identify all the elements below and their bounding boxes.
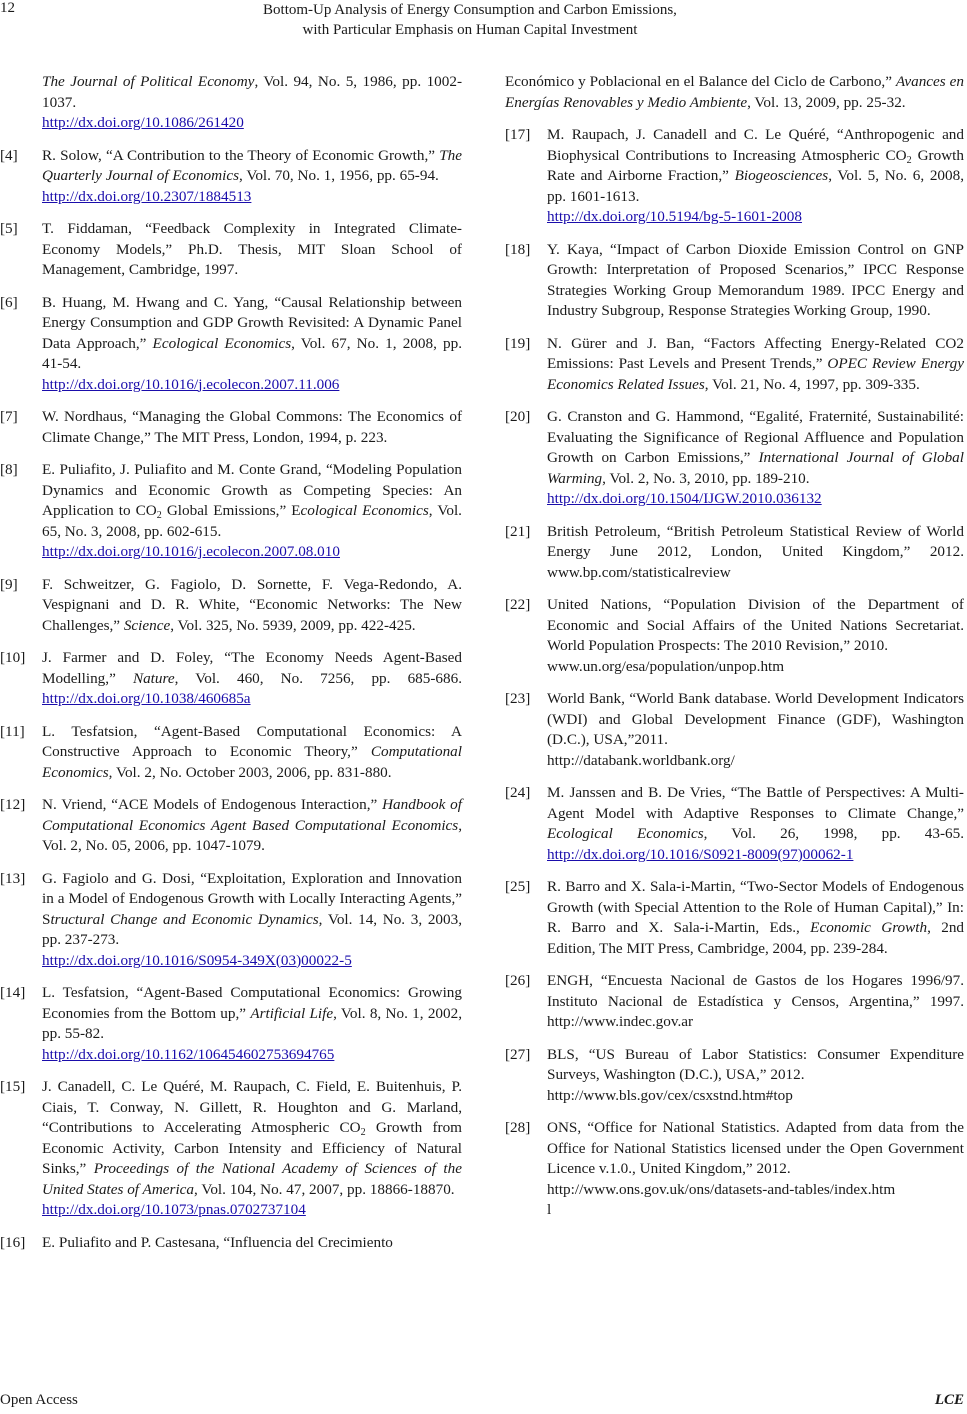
ref-number: [14] bbox=[0, 984, 26, 1001]
ref-number: [21] bbox=[505, 522, 531, 540]
reference-17 bbox=[505, 125, 964, 228]
reference-continuation bbox=[0, 72, 462, 134]
ref-text: ENGH, “Encuesta Nacional de Gastos de los Hogares 1996/97. Instituto Nacional de Estadística y Censos, Argentina,” 1997. http://www.indec.gov.ar bbox=[547, 972, 964, 1030]
reference-20 bbox=[505, 407, 964, 510]
ref-number: [6] bbox=[0, 293, 18, 311]
ref-text: , Vol. 13, 2009, pp. 25-32. bbox=[747, 93, 906, 111]
doi-link[interactable]: http://dx.doi.org/10.2307/1884513 bbox=[42, 187, 252, 205]
reference-16 bbox=[0, 1233, 462, 1254]
subscript: 2 bbox=[360, 1127, 366, 1138]
ref-text: , Vol. 14, No. 3, 2003, pp. 237-273. bbox=[42, 910, 463, 948]
reference-12 bbox=[0, 795, 462, 857]
ref-text: , Vol. 460, No. 7256, pp. 685-686. bbox=[174, 669, 462, 687]
ref-text: British Petroleum, “British Petroleum Statistical Review of World Energy June 2012, London, United Kingdom,” 2012. www.bp.com/statisticalreview bbox=[547, 522, 964, 581]
ref-text: , Vol. 21, No. 4, 1997, pp. 309-335. bbox=[704, 375, 920, 393]
ref-number: [15] bbox=[0, 1078, 26, 1095]
ref-text: Y. Kaya, “Impact of Carbon Dioxide Emission Control on GNP Growth: Interpretation of Proposed Scenarios,” IPCC Response Strategies Working Group Memorandum 1989. IPCC Energy and Industry Subgroup, Response Strategies Working Group, 1990. bbox=[547, 240, 964, 319]
ref-text: R. Solow, “A Contribution to the Theory of Economic Growth,” bbox=[42, 146, 440, 164]
journal-title: The Quarterly Journal of Economics bbox=[42, 146, 462, 184]
ref-url-tail: l bbox=[547, 1201, 552, 1218]
reference-13 bbox=[0, 869, 462, 972]
ref-number: [16] bbox=[0, 1233, 26, 1251]
reference-19 bbox=[505, 334, 964, 396]
doi-link[interactable]: http://dx.doi.org/10.1038/460685a bbox=[42, 690, 251, 707]
ref-text: , Vol. 325, No. 5939, 2009, pp. 422-425. bbox=[170, 616, 416, 634]
journal-title: Handbook of Computational Economics Agent Based Computational Economics bbox=[42, 796, 462, 834]
ref-text: , 2nd Edition, The MIT Press, Cambridge, 2004, pp. 239-284. bbox=[547, 919, 964, 957]
ref-text: , Vol. 26, 1998, pp. 43-65. bbox=[703, 825, 964, 842]
ref-text: N. Gürer and J. Ban, “Factors Affecting Energy-Related CO2 Emissions: Past Levels and Present Trends,” bbox=[547, 334, 964, 372]
journal-title: Ecological Economics bbox=[152, 334, 292, 352]
ref-text: , Vol. 65, No. 3, 2008, pp. 602-615. bbox=[42, 502, 462, 540]
ref-number: [13] bbox=[0, 869, 26, 887]
ref-number: [5] bbox=[0, 220, 18, 237]
ref-text: L. Tesfatsion, “Agent-Based Computational Economics: Growing Economies from the Bottom up,” bbox=[42, 984, 462, 1022]
ref-text: Growth from Economic Activity, Carbon Intensity and Efficiency of Natural Sinks,” bbox=[42, 1119, 462, 1177]
ref-text: , Vol. 67, No. 1, 2008, pp. 41-54. bbox=[42, 334, 462, 372]
subscript: 2 bbox=[156, 510, 162, 521]
reference-14 bbox=[0, 983, 462, 1065]
ref-text: Económico y Poblacional en el Balance del Ciclo de Carbono,” bbox=[505, 73, 896, 90]
doi-link[interactable]: http://dx.doi.org/10.1073/pnas.0702737104 bbox=[42, 1201, 306, 1218]
ref-text: R. Barro and X. Sala-i-Martin, “Two-Sector Models of Endogenous Growth (with Special Attention to the Role of Human Capital),” In: R. Barro and X. Sala-i-Martin, Eds., bbox=[547, 878, 964, 936]
journal-title: OPEC Review Energy Economics Related Issues bbox=[547, 355, 964, 393]
journal-title: Ecological Economics bbox=[547, 825, 704, 842]
reference-11 bbox=[0, 722, 462, 784]
ref-text: M. Janssen and B. De Vries, “The Battle of Perspectives: A Multi-Agent Model with Adaptive Responses to Climate Change,” bbox=[547, 784, 964, 822]
reference-24 bbox=[505, 783, 964, 865]
ref-text: L. Tesfatsion, “Agent-Based Computational Economics: A Constructive Approach to Economic Theory,” bbox=[42, 722, 462, 760]
reference-8 bbox=[0, 460, 462, 563]
reference-22 bbox=[505, 595, 964, 677]
reference-7 bbox=[0, 407, 462, 448]
ref-number: [19] bbox=[505, 334, 531, 352]
ref-number: [12] bbox=[0, 796, 26, 813]
ref-number: [17] bbox=[505, 126, 531, 143]
ref-number: [9] bbox=[0, 575, 18, 593]
doi-link[interactable]: http://dx.doi.org/10.1016/S0954-349X(03)00022-5 bbox=[42, 951, 352, 969]
reference-column-left bbox=[0, 72, 462, 1265]
running-head bbox=[120, 0, 820, 40]
journal-title: Computational Economics bbox=[42, 743, 462, 781]
journal-abbrev: LCE bbox=[934, 1392, 964, 1408]
doi-link[interactable]: http://dx.doi.org/10.1016/j.ecolecon.2007.08.010 bbox=[42, 543, 340, 560]
running-head-line-1: Bottom-Up Analysis of Energy Consumption and Carbon Emissions, bbox=[263, 2, 677, 18]
ref-text: World Bank, “World Bank database. World Development Indicators (WDI) and Global Development Finance (GDF), Washington (D.C.), USA,”2011. bbox=[547, 690, 964, 748]
reference-column-right bbox=[505, 72, 964, 1233]
reference-26 bbox=[505, 971, 964, 1033]
ref-text: , Vol. 5, No. 6, 2008, pp. 1601-1613. bbox=[547, 167, 964, 205]
ref-number: [4] bbox=[0, 146, 18, 164]
reference-5 bbox=[0, 219, 462, 281]
doi-link[interactable]: http://dx.doi.org/10.5194/bg-5-1601-2008 bbox=[547, 208, 802, 225]
ref-text: N. Vriend, “ACE Models of Endogenous Interaction,” bbox=[42, 796, 383, 813]
journal-title: The Journal of Political Economy bbox=[42, 73, 255, 90]
reference-25 bbox=[505, 877, 964, 959]
open-access-label: Open Access bbox=[0, 1392, 78, 1408]
journal-title: tructural Change and Economic Dynamics bbox=[50, 910, 319, 928]
ref-number: [8] bbox=[0, 461, 18, 478]
reference-continuation bbox=[463, 72, 964, 113]
journal-title: International Journal of Global Warming bbox=[547, 449, 964, 487]
reference-4 bbox=[0, 146, 462, 208]
ref-text: United Nations, “Population Division of the Department of Economic and Social Affairs of the United Nations Secretariat. World Population Prospects: The 2010 Revision,” 2010. bbox=[547, 596, 964, 654]
journal-title: Biogeosciences bbox=[734, 167, 829, 184]
ref-number: [27] bbox=[505, 1045, 531, 1063]
reference-28 bbox=[505, 1118, 964, 1221]
reference-9 bbox=[0, 575, 462, 637]
ref-number: [24] bbox=[505, 784, 531, 801]
subscript: 2 bbox=[906, 154, 912, 166]
ref-number: [23] bbox=[505, 690, 531, 707]
doi-link[interactable]: http://dx.doi.org/10.1086/261420 bbox=[42, 114, 244, 131]
ref-text: J. Canadell, C. Le Quéré, M. Raupach, C. Field, E. Buitenhuis, P. Ciais, T. Conway, N. Gillett, R. Houghton and G. Marland, “Contributions to Accelerating Atmospheric CO bbox=[42, 1078, 462, 1136]
reference-18 bbox=[505, 240, 964, 322]
ref-text: M. Raupach, J. Canadell and C. Le Quéré, “Anthropogenic and Biophysical Contributions to Increasing Atmospheric CO bbox=[547, 126, 964, 164]
page-number: 12 bbox=[0, 0, 15, 16]
running-head-line-2: with Particular Emphasis on Human Capital Investment bbox=[302, 22, 638, 38]
ref-text: B. Huang, M. Hwang and C. Yang, “Causal Relationship between Energy Consumption and GDP Growth Revisited: A Dynamic Panel Data Approach,” bbox=[42, 293, 462, 352]
doi-link[interactable]: http://dx.doi.org/10.1016/S0921-8009(97)00062-1 bbox=[547, 845, 854, 863]
ref-url: http://databank.worldbank.org/ bbox=[547, 751, 735, 769]
ref-text: BLS, “US Bureau of Labor Statistics: Consumer Expenditure Surveys, Washington (D.C.), USA,” 2012. bbox=[547, 1045, 964, 1083]
ref-text: , Vol. 2, No. 3, 2010, pp. 189-210. bbox=[602, 469, 810, 487]
ref-number: [18] bbox=[505, 240, 531, 258]
ref-number: [28] bbox=[505, 1119, 531, 1136]
ref-url: www.un.org/esa/population/unpop.htm bbox=[547, 657, 785, 675]
ref-number: [25] bbox=[505, 878, 531, 895]
ref-text: G. Cranston and G. Hammond, “Egalité, Fraternité, Sustainabilité: Evaluating the Significance of Regional Affluence and Population Growth on Carbon Emissions,” bbox=[547, 408, 964, 466]
journal-title: cological Economics bbox=[300, 502, 429, 519]
reference-21 bbox=[505, 522, 964, 584]
ref-text: , Vol. 70, No. 1, 1956, pp. 65-94. bbox=[239, 167, 439, 184]
ref-text: , Vol. 8, No. 1, 2002, pp. 55-82. bbox=[42, 1004, 463, 1042]
ref-text: G. Fagiolo and G. Dosi, “Exploitation, Exploration and Innovation in a Model of Endogenous Growth with Locally Interacting Agents,” S bbox=[42, 869, 462, 928]
ref-text: W. Nordhaus, “Managing the Global Commons: The Economics of Climate Change,” The MIT Press, London, 1994, p. 223. bbox=[42, 408, 462, 446]
ref-number: [26] bbox=[505, 972, 531, 989]
doi-link[interactable]: http://dx.doi.org/10.1504/IJGW.2010.036132 bbox=[547, 490, 822, 507]
ref-number: [10] bbox=[0, 649, 26, 666]
ref-number: [22] bbox=[505, 596, 531, 613]
ref-text: ONS, “Office for National Statistics. Adapted from data from the Office for National Statistics licensed under the Open Government Licence v.1.0., United Kingdom,” 2012. bbox=[547, 1119, 964, 1177]
reference-6 bbox=[0, 293, 462, 396]
ref-text: Growth Rate and Airborne Fraction,” bbox=[547, 146, 964, 184]
doi-link[interactable]: http://dx.doi.org/10.1016/j.ecolecon.2007.11.006 bbox=[42, 375, 340, 393]
ref-number: [11] bbox=[0, 722, 25, 740]
reference-23 bbox=[505, 689, 964, 771]
ref-url: http://www.bls.gov/cex/csxstnd.htm#top bbox=[547, 1086, 793, 1104]
ref-text: E. Puliafito and P. Castesana, “Influencia del Crecimiento bbox=[42, 1233, 393, 1251]
journal-title: Proceedings of the National Academy of Sciences of the United States of America bbox=[42, 1160, 462, 1198]
ref-text: , Vol. 2, No. October 2003, 2006, pp. 831-880. bbox=[108, 763, 392, 781]
ref-url: http://www.ons.gov.uk/ons/datasets-and-tables/index.htm bbox=[547, 1180, 896, 1198]
ref-text: E. Puliafito, J. Puliafito and M. Conte Grand, “Modeling Population Dynamics and Economic Growth as Competing Species: An Application to CO bbox=[42, 461, 462, 519]
reference-10 bbox=[0, 648, 462, 710]
ref-text: , Vol. 104, No. 47, 2007, pp. 18866-18870. bbox=[194, 1180, 455, 1198]
ref-number: [7] bbox=[0, 408, 18, 425]
reference-27 bbox=[505, 1045, 964, 1107]
ref-number: [20] bbox=[505, 408, 531, 425]
doi-link[interactable]: http://dx.doi.org/10.1162/106454602753694765 bbox=[42, 1045, 335, 1063]
journal-title: Economic Growth bbox=[810, 919, 928, 936]
ref-text: T. Fiddaman, “Feedback Complexity in Integrated Climate-Economy Models,” Ph.D. Thesis, MIT Sloan School of Management, Cambridge, 1997. bbox=[42, 220, 462, 278]
ref-text: Global Emissions,” E bbox=[161, 502, 301, 519]
page-footer bbox=[0, 1392, 967, 1412]
journal-title: Avances en Energías Renovables y Medio Ambiente bbox=[505, 73, 964, 111]
journal-title: Artificial Life bbox=[250, 1004, 334, 1022]
journal-title: Science bbox=[123, 616, 171, 634]
ref-text: , Vol. 94, No. 5, 1986, pp. 1002-1037. bbox=[42, 73, 463, 111]
journal-title: Nature bbox=[132, 669, 175, 687]
ref-text: F. Schweitzer, G. Fagiolo, D. Sornette, F. Vega-Redondo, A. Vespignani and D. R. White, “Economic Networks: The New Challenges,” bbox=[42, 575, 462, 634]
ref-text: , Vol. 2, No. 05, 2006, pp. 1047-1079. bbox=[42, 816, 462, 854]
reference-15 bbox=[0, 1077, 462, 1221]
ref-text: J. Farmer and D. Foley, “The Economy Needs Agent-Based Modelling,” bbox=[42, 649, 462, 687]
